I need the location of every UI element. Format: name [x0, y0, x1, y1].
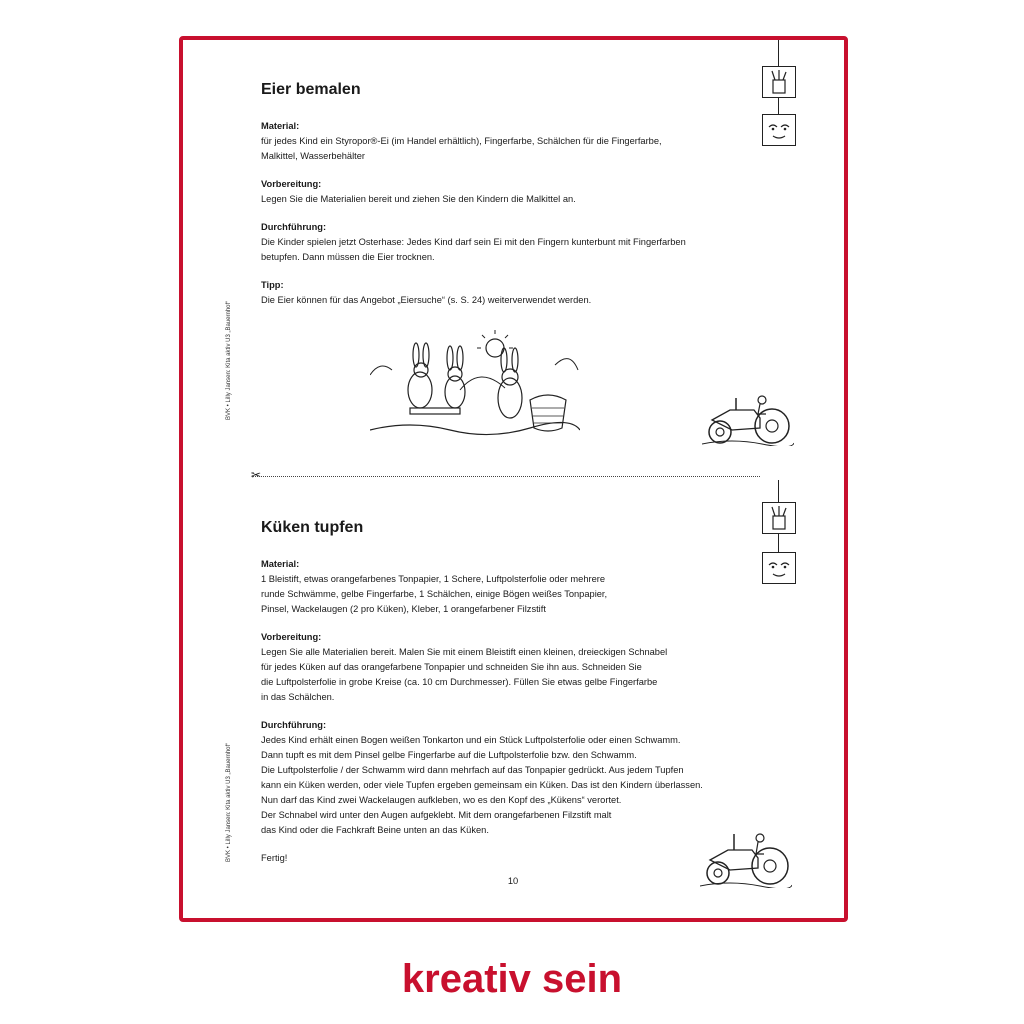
- tip-text: Die Eier können für das Angebot „Eiersuche“ (s. S. 24) weiterverwendet werden.: [261, 295, 592, 305]
- pencil-cup-icon: [762, 502, 796, 534]
- cut-line: [252, 476, 760, 477]
- hanger-line: [778, 534, 779, 552]
- hanger-line: [778, 480, 779, 502]
- preparation-label: Vorbereitung:: [261, 632, 322, 642]
- side-credit: BVK • Lilly Jansen: Kita aktiv U3 „Bauernhof“: [226, 300, 232, 420]
- tractor-illustration: [702, 388, 794, 446]
- tractor-illustration: [700, 826, 792, 888]
- closing-text: Fertig!: [261, 853, 288, 863]
- page-number: 10: [507, 876, 519, 886]
- material-label: Material:: [261, 559, 300, 569]
- face-icon: [762, 552, 796, 584]
- section-title: Eier bemalen: [261, 81, 361, 98]
- preparation-label: Vorbereitung:: [261, 179, 322, 189]
- tip-label: Tipp:: [261, 280, 284, 290]
- easter-bunnies-illustration: [370, 330, 580, 440]
- hanger-line: [778, 40, 779, 66]
- face-icon: [762, 114, 796, 146]
- section-eier-bemalen: [261, 80, 761, 321]
- pencil-cup-icon: [762, 66, 796, 98]
- scissors-icon: ✂: [251, 468, 262, 482]
- preparation-text: Legen Sie alle Materialien bereit. Malen Sie mit einem Bleistift einen kleinen, dreieckigen Schnabel für jedes Küken auf das orangefarbene Tonpapier und schneiden Sie ihn aus. Schneiden Sie die Luftpolsterfolie in grobe Kreise (ca. 10 cm Durchmesser). Füllen Sie etwas gelbe Fingerfarbe in das Schälchen.: [261, 647, 668, 702]
- preparation-text: Legen Sie die Materialien bereit und ziehen Sie den Kindern die Malkittel an.: [261, 194, 576, 204]
- execution-text: Jedes Kind erhält einen Bogen weißen Tonkarton und ein Stück Luftpolsterfolie oder einen Schwamm. Dann tupft es mit dem Pinsel gelbe Fingerfarbe auf die Luftpolsterfolie bzw. den Schwamm. Die Luftpolsterfolie / der Schwamm wird dann mehrfach auf das Tonpapier gedrückt. Aus jedem Tupfen kann ein Küken werden, oder viele Tupfen ergeben gemeinsam ein Küken. Das ist den Kindern überlassen. Nun darf das Kind zwei Wackelaugen aufkleben, wo es den Kopf des „Kükens“ verortet. Der Schnabel wird unter den Augen aufgeklebt. Mit dem orangefarbenen Filzstift malt das Kind oder die Fachkraft Beine unten an das Küken.: [261, 735, 703, 835]
- side-credit: BVK • Lilly Jansen: Kita aktiv U3 „Bauernhof“: [226, 742, 232, 862]
- execution-text: Die Kinder spielen jetzt Osterhase: Jedes Kind darf sein Ei mit den Fingern kunterbunt mit Fingerfarben betupfen. Dann müssen die Eier trocknen.: [261, 237, 686, 262]
- hanger-line: [778, 98, 779, 114]
- material-text: 1 Bleistift, etwas orangefarbenes Tonpapier, 1 Schere, Luftpolsterfolie oder mehrere runde Schwämme, gelbe Fingerfarbe, 1 Schälchen, einige Bögen weißes Tonpapier, Pinsel, Wackelaugen (2 pro Küken), Kleber, 1 orangefarbener Filzstift: [261, 574, 608, 614]
- execution-label: Durchführung:: [261, 720, 327, 730]
- material-label: Material:: [261, 121, 300, 131]
- tagline: kreativ sein: [401, 957, 623, 1001]
- material-text: für jedes Kind ein Styropor®-Ei (im Handel erhältlich), Fingerfarbe, Schälchen für die Fingerfarbe, Malkittel, Wasserbehälter: [261, 136, 662, 161]
- section-kueken-tupfen: [261, 518, 761, 879]
- execution-label: Durchführung:: [261, 222, 327, 232]
- section-title: Küken tupfen: [261, 519, 364, 536]
